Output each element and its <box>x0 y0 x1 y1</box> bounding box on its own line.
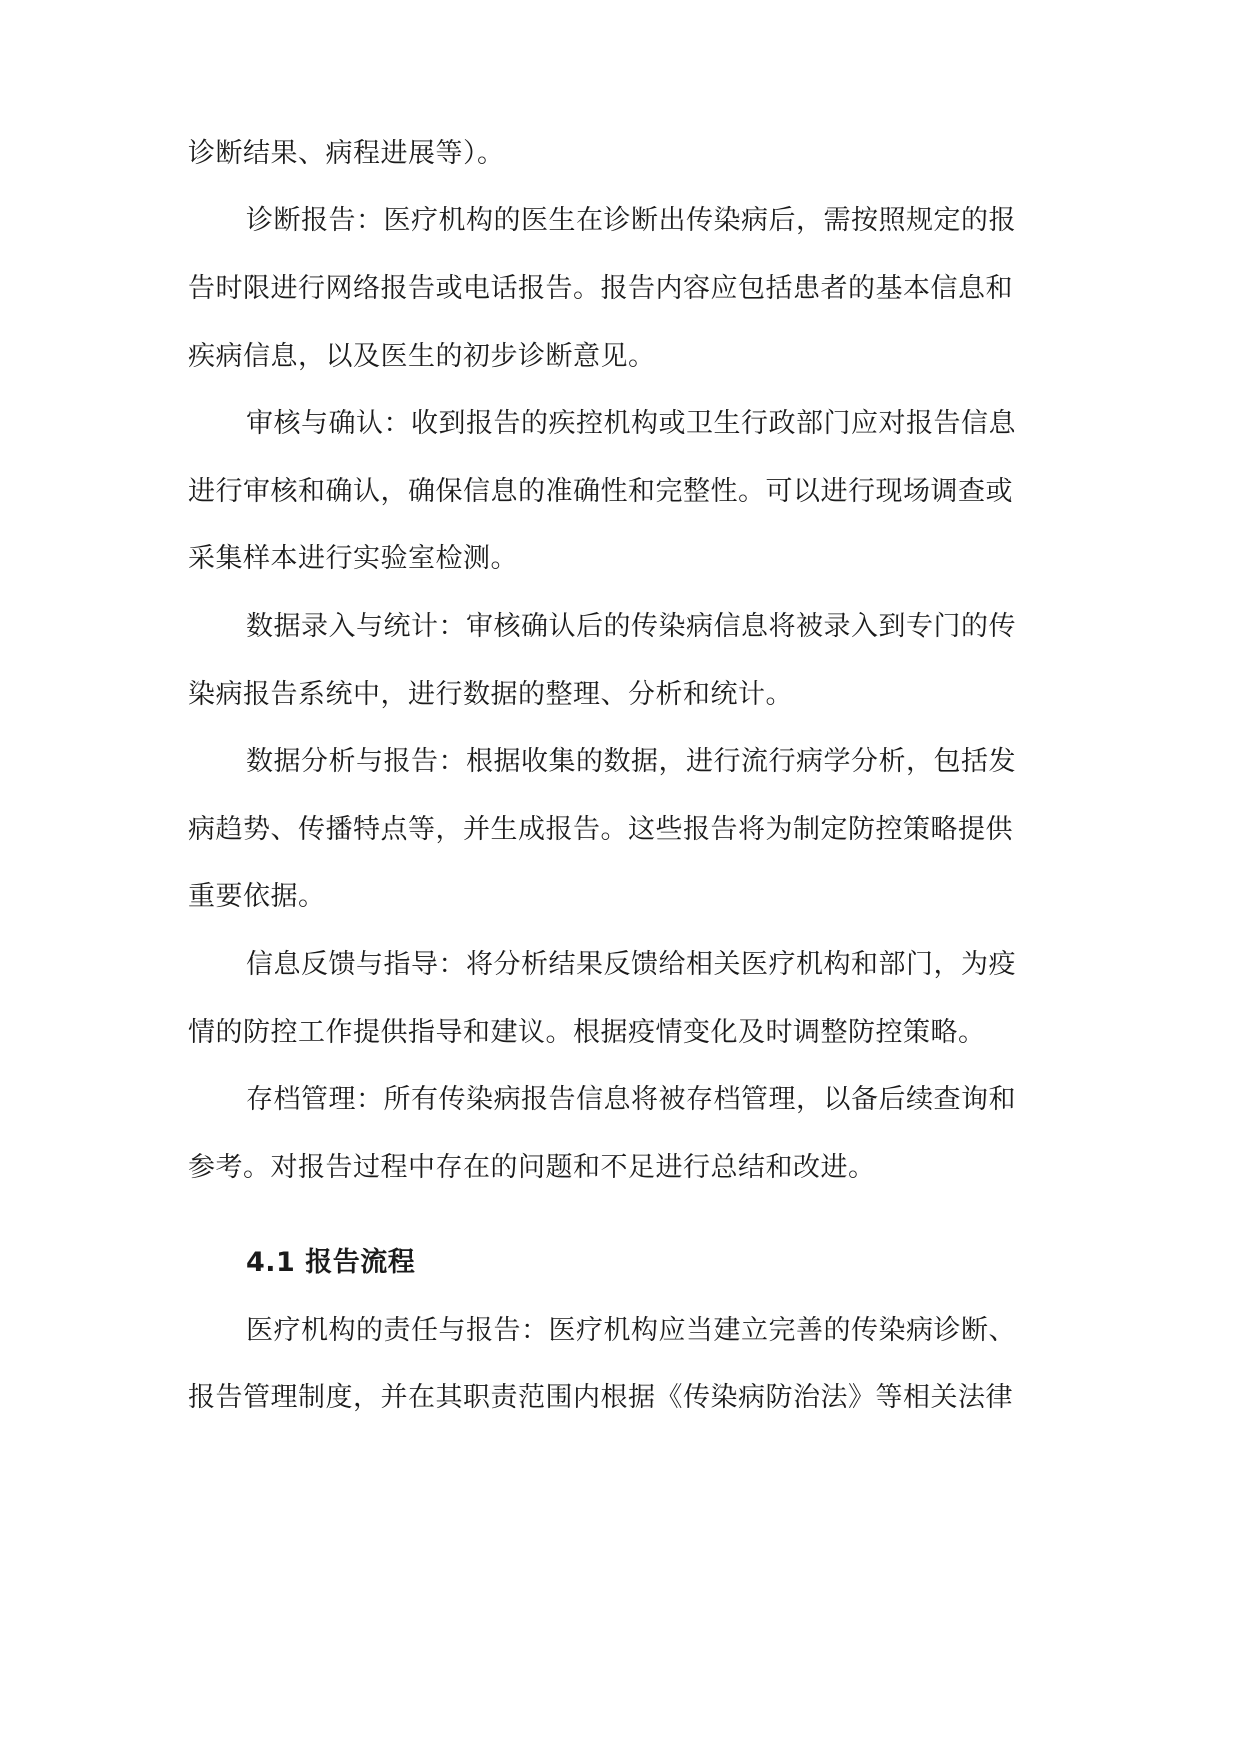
paragraph-line: 医疗机构的责任与报告：医疗机构应当建立完善的传染病诊断、 <box>246 1315 1016 1346</box>
paragraph-line: 信息反馈与指导：将分析结果反馈给相关医疗机构和部门，为疫 <box>246 949 1016 980</box>
paragraph-line: 审核与确认：收到报告的疾控机构或卫生行政部门应对报告信息 <box>246 408 1016 439</box>
paragraph-line: 疾病信息，以及医生的初步诊断意见。 <box>188 341 656 372</box>
paragraph-line: 染病报告系统中，进行数据的整理、分析和统计。 <box>188 679 793 710</box>
paragraph-line: 重要依据。 <box>188 881 326 912</box>
paragraph-line: 参考。对报告过程中存在的问题和不足进行总结和改进。 <box>188 1152 876 1183</box>
paragraph-line: 诊断报告：医疗机构的医生在诊断出传染病后，需按照规定的报 <box>246 205 1016 236</box>
paragraph-line: 存档管理：所有传染病报告信息将被存档管理，以备后续查询和 <box>246 1084 1016 1115</box>
paragraph-line: 数据录入与统计：审核确认后的传染病信息将被录入到专门的传 <box>246 611 1016 642</box>
section-heading: 4.1 报告流程 <box>246 1247 416 1278</box>
paragraph-line: 报告管理制度，并在其职责范围内根据《传染病防治法》等相关法律 <box>188 1382 1013 1413</box>
paragraph-line: 告时限进行网络报告或电话报告。报告内容应包括患者的基本信息和 <box>188 273 1013 304</box>
paragraph-line: 病趋势、传播特点等，并生成报告。这些报告将为制定防控策略提供 <box>188 814 1013 845</box>
paragraph-line: 诊断结果、病程进展等）。 <box>188 138 505 169</box>
paragraph-line: 进行审核和确认，确保信息的准确性和完整性。可以进行现场调查或 <box>188 476 1013 507</box>
paragraph-line: 情的防控工作提供指导和建议。根据疫情变化及时调整防控策略。 <box>188 1017 986 1048</box>
paragraph-line: 数据分析与报告：根据收集的数据，进行流行病学分析，包括发 <box>246 746 1016 777</box>
paragraph-line: 采集样本进行实验室检测。 <box>188 543 518 574</box>
